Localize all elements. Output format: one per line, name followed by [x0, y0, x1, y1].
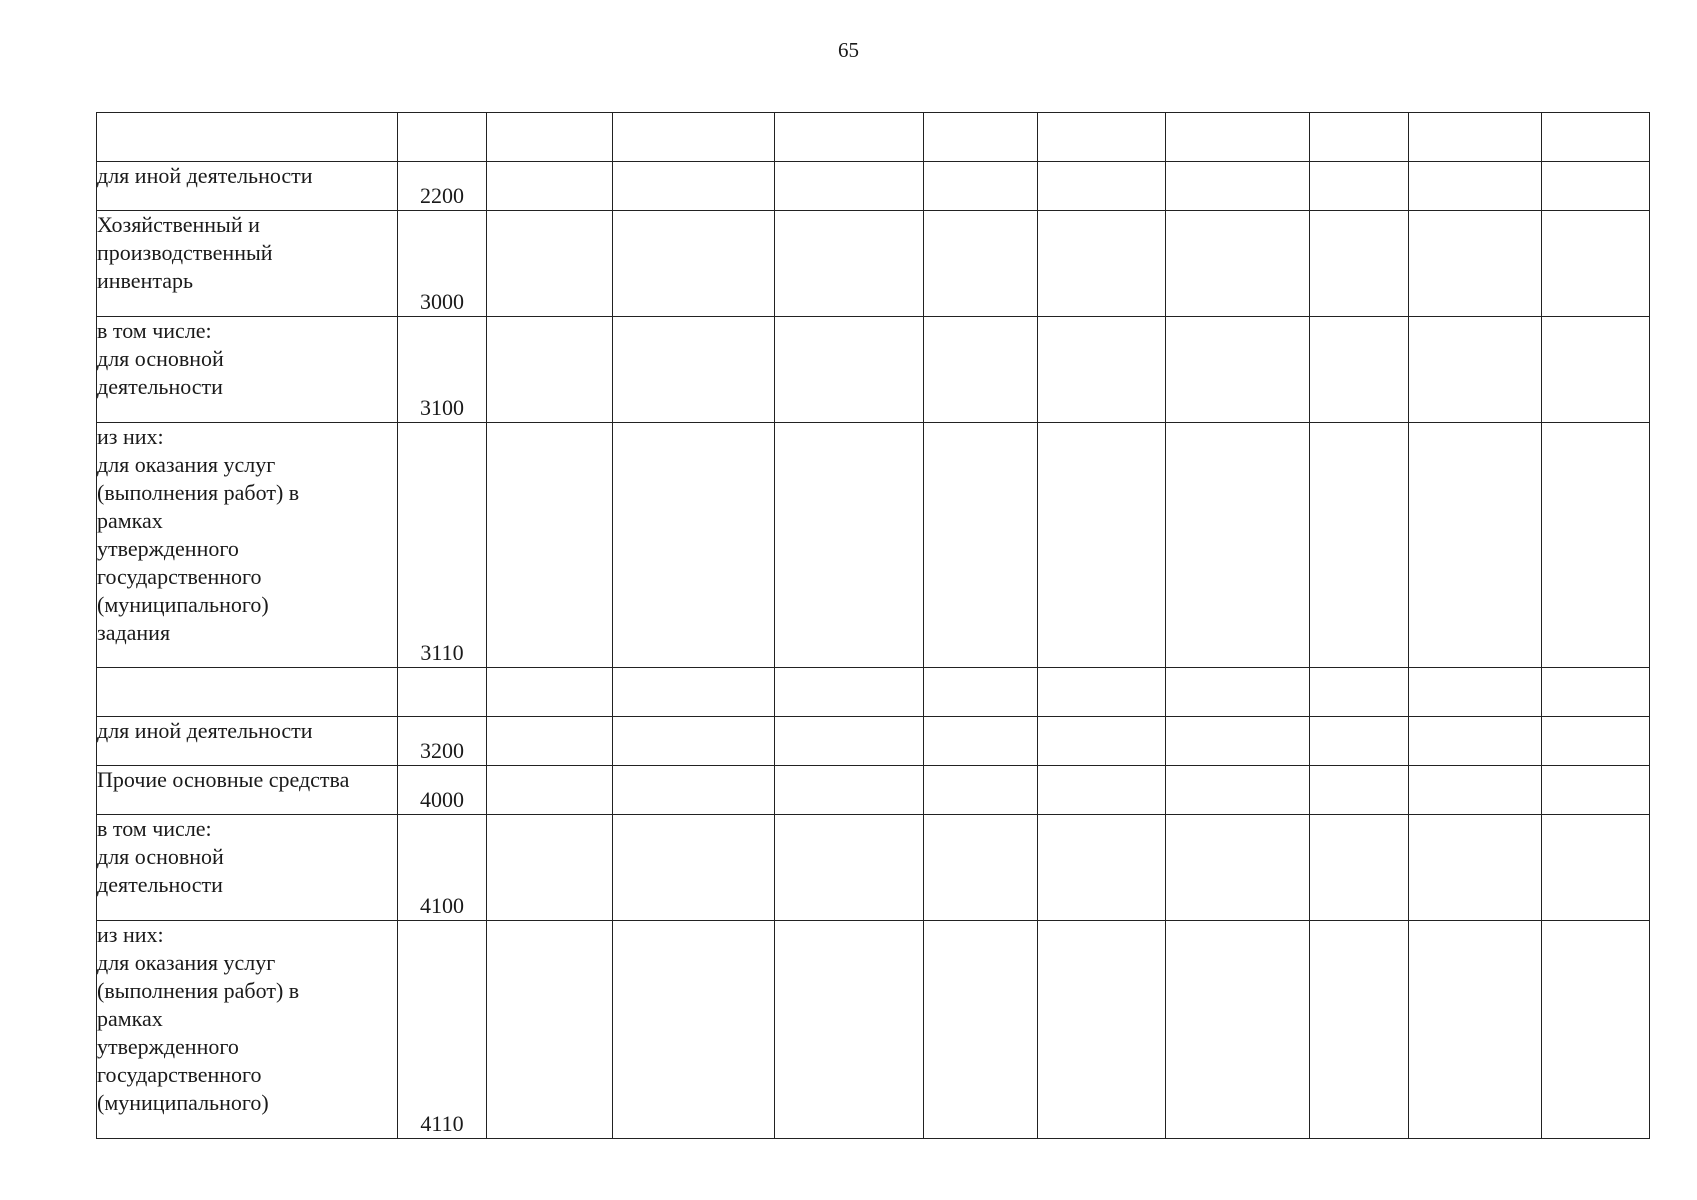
value-cell [1409, 317, 1542, 423]
value-cell [1310, 423, 1409, 668]
value-cell [487, 668, 613, 717]
value-cell [775, 717, 924, 766]
value-cell [1542, 113, 1650, 162]
value-cell [1166, 815, 1310, 921]
value-cell [775, 815, 924, 921]
table-row [97, 211, 1650, 317]
value-cell [1409, 423, 1542, 668]
value-cell [1038, 162, 1166, 211]
value-cell [1409, 113, 1542, 162]
value-cell [1542, 668, 1650, 717]
value-cell [924, 317, 1038, 423]
value-cell [1166, 317, 1310, 423]
row-code [398, 668, 487, 717]
row-label-cell [97, 766, 398, 815]
table-row [97, 921, 1650, 1139]
value-cell [613, 162, 775, 211]
value-cell [1166, 717, 1310, 766]
value-cell [1166, 668, 1310, 717]
row-label: из них: для оказания услуг (выполнения работ) в рамках утвержденного государственного (муниципального) [97, 922, 300, 1115]
row-label: Хозяйственный и производственный инвентарь [97, 212, 273, 293]
table-row [97, 668, 1650, 717]
value-cell [1409, 717, 1542, 766]
value-cell [1310, 162, 1409, 211]
value-cell [1166, 766, 1310, 815]
value-cell [775, 668, 924, 717]
page-number: 65 [838, 38, 859, 62]
value-cell [487, 766, 613, 815]
row-code: 3000 [398, 211, 487, 317]
value-cell [1542, 766, 1650, 815]
value-cell [1038, 668, 1166, 717]
table-row [97, 766, 1650, 815]
value-cell [1542, 211, 1650, 317]
value-cell [1166, 113, 1310, 162]
value-cell [924, 211, 1038, 317]
table-row [97, 113, 1650, 162]
row-code: 3110 [398, 423, 487, 668]
value-cell [1038, 211, 1166, 317]
row-label-cell [97, 162, 398, 211]
row-code: 4100 [398, 815, 487, 921]
row-code: 4110 [398, 921, 487, 1139]
row-label-cell [97, 717, 398, 766]
row-label-cell [97, 921, 398, 1139]
value-cell [487, 317, 613, 423]
value-cell [1310, 766, 1409, 815]
value-cell [487, 717, 613, 766]
value-cell [1310, 815, 1409, 921]
row-label-cell [97, 815, 398, 921]
value-cell [1409, 162, 1542, 211]
row-label-cell [97, 668, 398, 717]
table-row [97, 815, 1650, 921]
value-cell [613, 815, 775, 921]
row-label-cell [97, 113, 398, 162]
value-cell [487, 113, 613, 162]
value-cell [1310, 317, 1409, 423]
value-cell [1038, 921, 1166, 1139]
row-label: в том числе: для основной деятельности [97, 816, 224, 897]
value-cell [1542, 423, 1650, 668]
value-cell [1166, 211, 1310, 317]
row-label: из них: для оказания услуг (выполнения работ) в рамках утвержденного государственного (муниципального) задания [97, 424, 300, 645]
value-cell [775, 921, 924, 1139]
value-cell [613, 113, 775, 162]
row-code: 2200 [398, 162, 487, 211]
value-cell [924, 717, 1038, 766]
value-cell [613, 766, 775, 815]
value-cell [1542, 717, 1650, 766]
value-cell [775, 211, 924, 317]
value-cell [1038, 717, 1166, 766]
table-row [97, 717, 1650, 766]
value-cell [775, 113, 924, 162]
value-cell [1038, 815, 1166, 921]
value-cell [1409, 211, 1542, 317]
value-cell [613, 717, 775, 766]
value-cell [487, 162, 613, 211]
value-cell [1542, 317, 1650, 423]
value-cell [924, 668, 1038, 717]
value-cell [1310, 668, 1409, 717]
value-cell [775, 162, 924, 211]
value-cell [1166, 162, 1310, 211]
value-cell [1409, 668, 1542, 717]
value-cell [1310, 717, 1409, 766]
value-cell [487, 211, 613, 317]
value-cell [487, 815, 613, 921]
value-cell [1310, 921, 1409, 1139]
row-label-cell [97, 211, 398, 317]
value-cell [1310, 211, 1409, 317]
table-row [97, 317, 1650, 423]
value-cell [1166, 423, 1310, 668]
value-cell [1409, 815, 1542, 921]
value-cell [924, 113, 1038, 162]
value-cell [1038, 766, 1166, 815]
value-cell [1409, 921, 1542, 1139]
row-code: 3200 [398, 717, 487, 766]
value-cell [775, 317, 924, 423]
value-cell [613, 423, 775, 668]
row-label: Прочие основные средства [97, 767, 350, 792]
row-label: в том числе: для основной деятельности [97, 318, 224, 399]
value-cell [924, 766, 1038, 815]
row-code [398, 113, 487, 162]
value-cell [613, 317, 775, 423]
value-cell [924, 162, 1038, 211]
assets-table [96, 112, 1650, 1139]
value-cell [924, 815, 1038, 921]
value-cell [924, 423, 1038, 668]
table-body [97, 113, 1650, 1139]
value-cell [613, 921, 775, 1139]
row-label: для иной деятельности [97, 718, 313, 743]
value-cell [1038, 423, 1166, 668]
row-label-cell [97, 423, 398, 668]
row-code: 3100 [398, 317, 487, 423]
value-cell [487, 423, 613, 668]
value-cell [1409, 766, 1542, 815]
value-cell [1038, 317, 1166, 423]
value-cell [1038, 113, 1166, 162]
row-label: для иной деятельности [97, 163, 313, 188]
table-row [97, 162, 1650, 211]
row-code: 4000 [398, 766, 487, 815]
value-cell [1310, 113, 1409, 162]
value-cell [487, 921, 613, 1139]
value-cell [613, 668, 775, 717]
value-cell [613, 211, 775, 317]
value-cell [1542, 815, 1650, 921]
value-cell [1542, 921, 1650, 1139]
value-cell [1166, 921, 1310, 1139]
value-cell [775, 423, 924, 668]
value-cell [924, 921, 1038, 1139]
value-cell [1542, 162, 1650, 211]
value-cell [775, 766, 924, 815]
table-row [97, 423, 1650, 668]
row-label-cell [97, 317, 398, 423]
